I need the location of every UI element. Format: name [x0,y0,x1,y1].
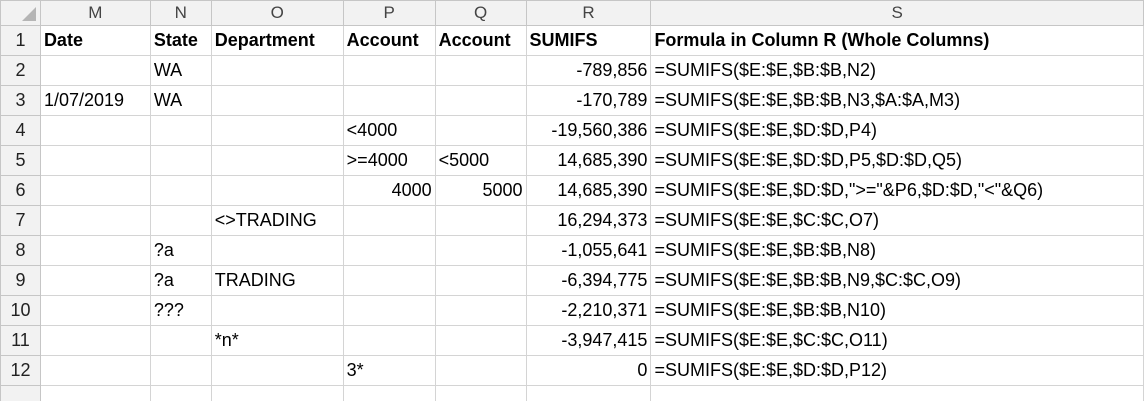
cell[interactable] [435,296,526,326]
row-header[interactable]: 7 [1,206,41,236]
cell[interactable]: 14,685,390 [526,146,651,176]
cell[interactable]: -19,560,386 [526,116,651,146]
cell[interactable]: 4000 [343,176,435,206]
cell[interactable] [435,266,526,296]
cell[interactable]: ?a [150,266,211,296]
cell[interactable] [211,86,343,116]
select-all-corner[interactable] [1,1,41,26]
row-header[interactable]: 10 [1,296,41,326]
cell[interactable]: =SUMIFS($E:$E,$D:$D,">="&P6,$D:$D,"<"&Q6) [651,176,1144,206]
cell[interactable]: -6,394,775 [526,266,651,296]
column-header-r[interactable]: R [526,1,651,26]
row-header[interactable]: 9 [1,266,41,296]
cell[interactable]: ?a [150,236,211,266]
cell[interactable] [150,176,211,206]
cell[interactable] [343,386,435,401]
row-header[interactable]: 5 [1,146,41,176]
cell[interactable] [343,56,435,86]
cell[interactable] [343,266,435,296]
cell[interactable] [40,266,150,296]
cell[interactable]: <4000 [343,116,435,146]
cell[interactable]: -789,856 [526,56,651,86]
cell[interactable] [211,56,343,86]
cell[interactable] [150,386,211,401]
cell[interactable] [211,386,343,401]
cell[interactable]: -1,055,641 [526,236,651,266]
cell[interactable] [435,356,526,386]
table-row [1,176,1144,206]
cell[interactable] [343,86,435,116]
cell[interactable] [40,146,150,176]
row-header[interactable]: 2 [1,56,41,86]
cell[interactable]: =SUMIFS($E:$E,$B:$B,N10) [651,296,1144,326]
cell[interactable]: <>TRADING [211,206,343,236]
row-header[interactable]: 11 [1,326,41,356]
cell[interactable]: -3,947,415 [526,326,651,356]
cell[interactable]: 16,294,373 [526,206,651,236]
table-row [1,326,1144,356]
cell[interactable] [343,206,435,236]
cell[interactable] [211,356,343,386]
cell[interactable]: Account [343,26,435,56]
cell[interactable]: 0 [526,356,651,386]
cell[interactable]: =SUMIFS($E:$E,$B:$B,N8) [651,236,1144,266]
cell[interactable]: 5000 [435,176,526,206]
table-row [1,356,1144,386]
cell[interactable] [40,206,150,236]
partial-row [1,386,1144,401]
cell[interactable] [150,116,211,146]
cell[interactable]: <5000 [435,146,526,176]
cell[interactable]: =SUMIFS($E:$E,$B:$B,N3,$A:$A,M3) [651,86,1144,116]
cell[interactable]: Date [40,26,150,56]
cell[interactable]: =SUMIFS($E:$E,$B:$B,N2) [651,56,1144,86]
cell[interactable] [435,236,526,266]
cell[interactable]: -170,789 [526,86,651,116]
cell[interactable]: State [150,26,211,56]
cell[interactable] [343,236,435,266]
cell[interactable] [40,176,150,206]
cell[interactable]: =SUMIFS($E:$E,$D:$D,P4) [651,116,1144,146]
cell[interactable] [211,176,343,206]
cell[interactable]: =SUMIFS($E:$E,$D:$D,P12) [651,356,1144,386]
cell[interactable]: Department [211,26,343,56]
table-row [1,26,1144,56]
row-header[interactable]: 12 [1,356,41,386]
cell[interactable]: WA [150,86,211,116]
cell[interactable] [435,86,526,116]
cell[interactable]: ??? [150,296,211,326]
cell[interactable] [150,356,211,386]
row-header[interactable]: 1 [1,26,41,56]
cell[interactable] [526,386,651,401]
cell[interactable]: 3* [343,356,435,386]
column-header-o[interactable]: O [211,1,343,26]
column-header-row [1,1,1144,26]
row-header[interactable]: 3 [1,86,41,116]
cell[interactable]: Account [435,26,526,56]
cell[interactable]: *n* [211,326,343,356]
row-header[interactable]: 8 [1,236,41,266]
cell[interactable]: -2,210,371 [526,296,651,326]
table-row [1,206,1144,236]
cell[interactable] [211,236,343,266]
column-header-m[interactable]: M [40,1,150,26]
cell[interactable] [435,116,526,146]
table-row [1,116,1144,146]
cell[interactable] [150,326,211,356]
cell[interactable] [40,236,150,266]
cell[interactable]: =SUMIFS($E:$E,$C:$C,O11) [651,326,1144,356]
cell[interactable] [150,146,211,176]
row-header[interactable]: 6 [1,176,41,206]
cell[interactable] [40,56,150,86]
row-header[interactable]: 4 [1,116,41,146]
cell[interactable] [211,296,343,326]
cell[interactable] [40,116,150,146]
cell[interactable] [651,386,1144,401]
column-header-p[interactable]: P [343,1,435,26]
cell[interactable] [435,206,526,236]
cell[interactable]: SUMIFS [526,26,651,56]
cell[interactable]: 1/07/2019 [40,86,150,116]
table-row [1,296,1144,326]
cell[interactable] [40,386,150,401]
cell[interactable] [40,296,150,326]
cell[interactable]: >=4000 [343,146,435,176]
table-row [1,266,1144,296]
cell[interactable] [435,326,526,356]
column-header-q[interactable]: Q [435,1,526,26]
cell[interactable] [435,56,526,86]
cell[interactable] [343,326,435,356]
table-row [1,56,1144,86]
cell[interactable]: =SUMIFS($E:$E,$B:$B,N9,$C:$C,O9) [651,266,1144,296]
cell[interactable] [435,386,526,401]
select-all-icon [22,7,36,21]
cell[interactable]: Formula in Column R (Whole Columns) [651,26,1144,56]
cell[interactable] [211,146,343,176]
cell[interactable]: TRADING [211,266,343,296]
table-row [1,146,1144,176]
cell[interactable]: 14,685,390 [526,176,651,206]
cell[interactable] [40,326,150,356]
cell[interactable] [343,296,435,326]
cell[interactable] [40,356,150,386]
cell[interactable]: =SUMIFS($E:$E,$D:$D,P5,$D:$D,Q5) [651,146,1144,176]
column-header-s[interactable]: S [651,1,1144,26]
cell[interactable]: =SUMIFS($E:$E,$C:$C,O7) [651,206,1144,236]
cell[interactable] [150,206,211,236]
table-row [1,236,1144,266]
row-header[interactable] [1,386,41,401]
cell[interactable]: WA [150,56,211,86]
cell[interactable] [211,116,343,146]
column-header-n[interactable]: N [150,1,211,26]
table-row [1,86,1144,116]
